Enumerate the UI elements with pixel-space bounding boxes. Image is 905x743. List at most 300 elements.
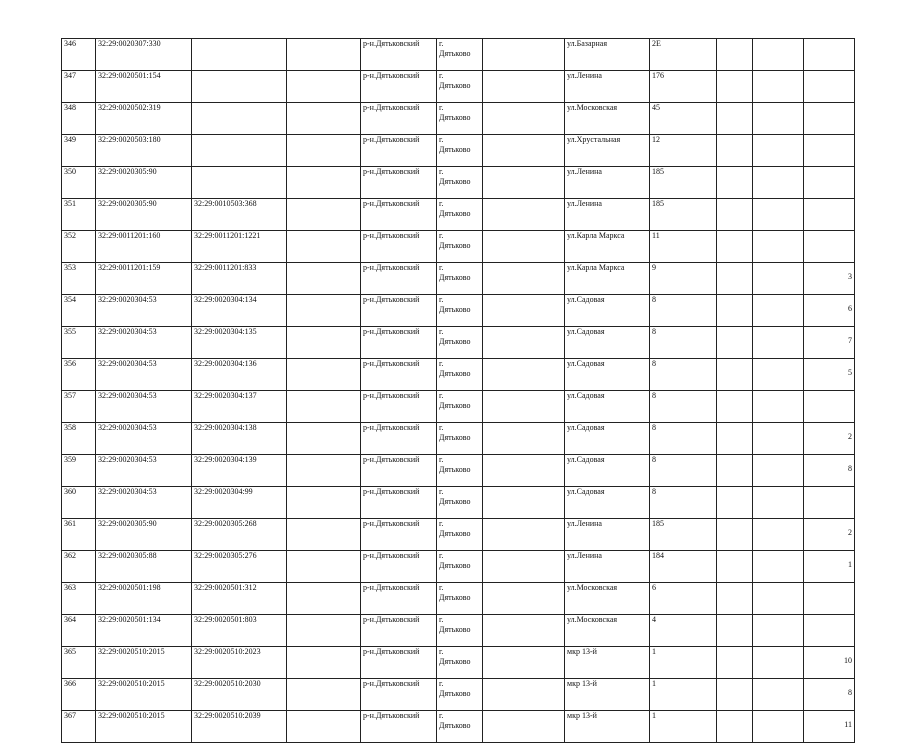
- row-number: 357: [62, 391, 96, 423]
- row-number: 361: [62, 519, 96, 551]
- empty-cell: [753, 711, 804, 743]
- district-cell: р-н.Дятьковский: [361, 711, 437, 743]
- city-prefix: г.: [439, 167, 444, 176]
- city-name: Дятьково: [439, 593, 471, 602]
- house-number-cell: 8: [650, 295, 717, 327]
- house-number-cell: 9: [650, 263, 717, 295]
- table-row: [62, 167, 855, 199]
- empty-cell: [287, 711, 361, 743]
- house-number-cell: 2Е: [650, 39, 717, 71]
- cadastral-number-cell: 32:29:0020304:53: [96, 359, 192, 391]
- street-cell: ул.Ленина: [565, 71, 650, 103]
- row-number: 356: [62, 359, 96, 391]
- district-cell: р-н.Дятьковский: [361, 263, 437, 295]
- street-cell: ул.Садовая: [565, 423, 650, 455]
- apartment-number-cell: 7: [804, 327, 855, 359]
- city-name: Дятьково: [439, 657, 471, 666]
- table-row: [62, 487, 855, 519]
- empty-cell: [483, 391, 565, 423]
- cadastral-number-cell: 32:29:0020510:2015: [96, 679, 192, 711]
- district-cell: р-н.Дятьковский: [361, 679, 437, 711]
- cadastral-number-cell: 32:29:0020501:154: [96, 71, 192, 103]
- empty-cell: [717, 583, 753, 615]
- empty-cell: [717, 551, 753, 583]
- empty-cell: [753, 647, 804, 679]
- linked-cadastral-number-cell: 32:29:0020304:136: [192, 359, 287, 391]
- house-number-cell: 8: [650, 455, 717, 487]
- linked-cadastral-number-cell: 32:29:0020305:268: [192, 519, 287, 551]
- empty-cell: [753, 231, 804, 263]
- apartment-number-cell: 10: [804, 647, 855, 679]
- city-name: Дятьково: [439, 401, 471, 410]
- empty-cell: [483, 583, 565, 615]
- empty-cell: [287, 39, 361, 71]
- cadastral-number-cell: 32:29:0020503:180: [96, 135, 192, 167]
- apartment-number-cell: [804, 391, 855, 423]
- city-cell: [437, 71, 483, 103]
- empty-cell: [753, 135, 804, 167]
- empty-cell: [287, 487, 361, 519]
- city-prefix: г.: [439, 583, 444, 592]
- district-cell: р-н.Дятьковский: [361, 423, 437, 455]
- street-cell: ул.Ленина: [565, 199, 650, 231]
- house-number-cell: 1: [650, 679, 717, 711]
- empty-cell: [483, 103, 565, 135]
- table-row: [62, 327, 855, 359]
- house-number-cell: 8: [650, 423, 717, 455]
- empty-cell: [287, 647, 361, 679]
- empty-cell: [483, 231, 565, 263]
- empty-cell: [483, 359, 565, 391]
- apartment-number-cell: [804, 615, 855, 647]
- empty-cell: [717, 391, 753, 423]
- empty-cell: [753, 615, 804, 647]
- property-registry-table: [61, 38, 855, 743]
- city-prefix: г.: [439, 551, 444, 560]
- city-cell: [437, 487, 483, 519]
- district-cell: р-н.Дятьковский: [361, 359, 437, 391]
- table-row: [62, 391, 855, 423]
- linked-cadastral-number-cell: 32:29:0020501:312: [192, 583, 287, 615]
- apartment-number-cell: 5: [804, 359, 855, 391]
- house-number-cell: 6: [650, 583, 717, 615]
- empty-cell: [483, 551, 565, 583]
- district-cell: р-н.Дятьковский: [361, 551, 437, 583]
- city-name: Дятьково: [439, 497, 471, 506]
- linked-cadastral-number-cell: [192, 135, 287, 167]
- city-prefix: г.: [439, 295, 444, 304]
- row-number: 359: [62, 455, 96, 487]
- table-row: [62, 295, 855, 327]
- table-row: [62, 103, 855, 135]
- cadastral-number-cell: 32:29:0011201:160: [96, 231, 192, 263]
- table-row: [62, 647, 855, 679]
- cadastral-number-cell: 32:29:0020304:53: [96, 455, 192, 487]
- city-cell: [437, 391, 483, 423]
- city-prefix: г.: [439, 327, 444, 336]
- empty-cell: [753, 551, 804, 583]
- district-cell: р-н.Дятьковский: [361, 39, 437, 71]
- district-cell: р-н.Дятьковский: [361, 583, 437, 615]
- street-cell: ул.Садовая: [565, 455, 650, 487]
- row-number: 362: [62, 551, 96, 583]
- empty-cell: [753, 327, 804, 359]
- city-prefix: г.: [439, 263, 444, 272]
- empty-cell: [287, 423, 361, 455]
- empty-cell: [483, 135, 565, 167]
- city-prefix: г.: [439, 391, 444, 400]
- city-cell: [437, 711, 483, 743]
- empty-cell: [483, 199, 565, 231]
- cadastral-number-cell: 32:29:0020304:53: [96, 295, 192, 327]
- linked-cadastral-number-cell: [192, 39, 287, 71]
- table-row: [62, 615, 855, 647]
- street-cell: ул.Московская: [565, 615, 650, 647]
- row-number: 354: [62, 295, 96, 327]
- empty-cell: [287, 103, 361, 135]
- empty-cell: [753, 391, 804, 423]
- cadastral-number-cell: 32:29:0011201:159: [96, 263, 192, 295]
- city-prefix: г.: [439, 615, 444, 624]
- street-cell: ул.Садовая: [565, 487, 650, 519]
- district-cell: р-н.Дятьковский: [361, 135, 437, 167]
- empty-cell: [717, 295, 753, 327]
- city-prefix: г.: [439, 679, 444, 688]
- street-cell: ул.Садовая: [565, 359, 650, 391]
- street-cell: ул.Базарная: [565, 39, 650, 71]
- street-cell: ул.Ленина: [565, 551, 650, 583]
- cadastral-number-cell: 32:29:0020510:2015: [96, 647, 192, 679]
- house-number-cell: 185: [650, 519, 717, 551]
- city-prefix: г.: [439, 423, 444, 432]
- table-row: [62, 679, 855, 711]
- linked-cadastral-number-cell: [192, 103, 287, 135]
- city-prefix: г.: [439, 711, 444, 720]
- empty-cell: [753, 423, 804, 455]
- city-cell: [437, 551, 483, 583]
- city-name: Дятьково: [439, 625, 471, 634]
- empty-cell: [287, 327, 361, 359]
- row-number: 363: [62, 583, 96, 615]
- city-cell: [437, 423, 483, 455]
- empty-cell: [287, 551, 361, 583]
- empty-cell: [483, 615, 565, 647]
- empty-cell: [483, 647, 565, 679]
- empty-cell: [287, 359, 361, 391]
- empty-cell: [483, 327, 565, 359]
- empty-cell: [717, 679, 753, 711]
- empty-cell: [717, 231, 753, 263]
- house-number-cell: 8: [650, 487, 717, 519]
- empty-cell: [753, 519, 804, 551]
- district-cell: р-н.Дятьковский: [361, 615, 437, 647]
- empty-cell: [287, 615, 361, 647]
- city-name: Дятьково: [439, 689, 471, 698]
- row-number: 366: [62, 679, 96, 711]
- city-cell: [437, 199, 483, 231]
- empty-cell: [753, 487, 804, 519]
- empty-cell: [753, 359, 804, 391]
- street-cell: мкр 13-й: [565, 679, 650, 711]
- linked-cadastral-number-cell: 32:29:0020304:137: [192, 391, 287, 423]
- house-number-cell: 45: [650, 103, 717, 135]
- city-cell: [437, 103, 483, 135]
- empty-cell: [287, 455, 361, 487]
- row-number: 347: [62, 71, 96, 103]
- empty-cell: [717, 615, 753, 647]
- city-prefix: г.: [439, 135, 444, 144]
- city-prefix: г.: [439, 199, 444, 208]
- empty-cell: [753, 199, 804, 231]
- street-cell: ул.Московская: [565, 583, 650, 615]
- row-number: 349: [62, 135, 96, 167]
- city-name: Дятьково: [439, 49, 471, 58]
- row-number: 365: [62, 647, 96, 679]
- empty-cell: [287, 135, 361, 167]
- empty-cell: [717, 359, 753, 391]
- empty-cell: [483, 71, 565, 103]
- apartment-number-cell: [804, 71, 855, 103]
- empty-cell: [483, 679, 565, 711]
- district-cell: р-н.Дятьковский: [361, 295, 437, 327]
- cadastral-number-cell: 32:29:0020510:2015: [96, 711, 192, 743]
- apartment-number-cell: 3: [804, 263, 855, 295]
- city-cell: [437, 359, 483, 391]
- table-row: [62, 263, 855, 295]
- district-cell: р-н.Дятьковский: [361, 71, 437, 103]
- city-cell: [437, 295, 483, 327]
- city-name: Дятьково: [439, 529, 471, 538]
- city-name: Дятьково: [439, 273, 471, 282]
- house-number-cell: 1: [650, 711, 717, 743]
- empty-cell: [483, 295, 565, 327]
- empty-cell: [717, 423, 753, 455]
- empty-cell: [717, 71, 753, 103]
- street-cell: ул.Ленина: [565, 167, 650, 199]
- city-cell: [437, 647, 483, 679]
- empty-cell: [717, 487, 753, 519]
- cadastral-number-cell: 32:29:0020307:330: [96, 39, 192, 71]
- linked-cadastral-number-cell: 32:29:0020304:138: [192, 423, 287, 455]
- street-cell: ул.Карла Маркса: [565, 231, 650, 263]
- city-name: Дятьково: [439, 433, 471, 442]
- city-cell: [437, 615, 483, 647]
- house-number-cell: 11: [650, 231, 717, 263]
- district-cell: р-н.Дятьковский: [361, 167, 437, 199]
- house-number-cell: 8: [650, 327, 717, 359]
- street-cell: мкр 13-й: [565, 647, 650, 679]
- row-number: 355: [62, 327, 96, 359]
- empty-cell: [717, 647, 753, 679]
- district-cell: р-н.Дятьковский: [361, 647, 437, 679]
- empty-cell: [717, 39, 753, 71]
- empty-cell: [483, 167, 565, 199]
- empty-cell: [483, 423, 565, 455]
- empty-cell: [717, 711, 753, 743]
- city-name: Дятьково: [439, 81, 471, 90]
- table-row: [62, 231, 855, 263]
- empty-cell: [483, 39, 565, 71]
- cadastral-number-cell: 32:29:0020305:90: [96, 519, 192, 551]
- house-number-cell: 184: [650, 551, 717, 583]
- table-row: [62, 551, 855, 583]
- empty-cell: [753, 583, 804, 615]
- street-cell: мкр 13-й: [565, 711, 650, 743]
- street-cell: ул.Московская: [565, 103, 650, 135]
- city-prefix: г.: [439, 103, 444, 112]
- empty-cell: [287, 679, 361, 711]
- cadastral-number-cell: 32:29:0020304:53: [96, 487, 192, 519]
- city-cell: [437, 679, 483, 711]
- city-cell: [437, 327, 483, 359]
- apartment-number-cell: [804, 135, 855, 167]
- city-name: Дятьково: [439, 561, 471, 570]
- city-name: Дятьково: [439, 113, 471, 122]
- empty-cell: [753, 295, 804, 327]
- cadastral-number-cell: 32:29:0020305:88: [96, 551, 192, 583]
- apartment-number-cell: 11: [804, 711, 855, 743]
- empty-cell: [287, 519, 361, 551]
- house-number-cell: 12: [650, 135, 717, 167]
- cadastral-number-cell: 32:29:0020305:90: [96, 167, 192, 199]
- apartment-number-cell: [804, 583, 855, 615]
- linked-cadastral-number-cell: 32:29:0010503:368: [192, 199, 287, 231]
- district-cell: р-н.Дятьковский: [361, 103, 437, 135]
- row-number: 367: [62, 711, 96, 743]
- empty-cell: [717, 103, 753, 135]
- empty-cell: [717, 263, 753, 295]
- row-number: 360: [62, 487, 96, 519]
- table-row: [62, 711, 855, 743]
- city-cell: [437, 231, 483, 263]
- apartment-number-cell: 2: [804, 423, 855, 455]
- table-row: [62, 455, 855, 487]
- apartment-number-cell: [804, 199, 855, 231]
- city-name: Дятьково: [439, 209, 471, 218]
- empty-cell: [483, 487, 565, 519]
- city-name: Дятьково: [439, 241, 471, 250]
- street-cell: ул.Хрустальная: [565, 135, 650, 167]
- street-cell: ул.Садовая: [565, 391, 650, 423]
- house-number-cell: 185: [650, 167, 717, 199]
- empty-cell: [717, 199, 753, 231]
- apartment-number-cell: [804, 39, 855, 71]
- city-cell: [437, 519, 483, 551]
- row-number: 348: [62, 103, 96, 135]
- city-cell: [437, 167, 483, 199]
- city-cell: [437, 583, 483, 615]
- linked-cadastral-number-cell: 32:29:0020304:135: [192, 327, 287, 359]
- empty-cell: [717, 167, 753, 199]
- street-cell: ул.Садовая: [565, 295, 650, 327]
- row-number: 353: [62, 263, 96, 295]
- linked-cadastral-number-cell: 32:29:0011201:833: [192, 263, 287, 295]
- city-prefix: г.: [439, 519, 444, 528]
- empty-cell: [483, 711, 565, 743]
- house-number-cell: 8: [650, 359, 717, 391]
- cadastral-number-cell: 32:29:0020501:134: [96, 615, 192, 647]
- table-row: [62, 423, 855, 455]
- row-number: 358: [62, 423, 96, 455]
- empty-cell: [287, 583, 361, 615]
- district-cell: р-н.Дятьковский: [361, 455, 437, 487]
- district-cell: р-н.Дятьковский: [361, 327, 437, 359]
- street-cell: ул.Ленина: [565, 519, 650, 551]
- linked-cadastral-number-cell: 32:29:0020305:276: [192, 551, 287, 583]
- apartment-number-cell: [804, 167, 855, 199]
- city-name: Дятьково: [439, 305, 471, 314]
- empty-cell: [287, 167, 361, 199]
- cadastral-number-cell: 32:29:0020501:198: [96, 583, 192, 615]
- apartment-number-cell: 8: [804, 679, 855, 711]
- city-prefix: г.: [439, 487, 444, 496]
- row-number: 352: [62, 231, 96, 263]
- district-cell: р-н.Дятьковский: [361, 487, 437, 519]
- apartment-number-cell: 2: [804, 519, 855, 551]
- apartment-number-cell: [804, 103, 855, 135]
- house-number-cell: 8: [650, 391, 717, 423]
- linked-cadastral-number-cell: 32:29:0020510:2030: [192, 679, 287, 711]
- house-number-cell: 4: [650, 615, 717, 647]
- cadastral-number-cell: 32:29:0020304:53: [96, 391, 192, 423]
- table-row: [62, 39, 855, 71]
- linked-cadastral-number-cell: 32:29:0011201:1221: [192, 231, 287, 263]
- empty-cell: [753, 39, 804, 71]
- linked-cadastral-number-cell: 32:29:0020510:2023: [192, 647, 287, 679]
- city-name: Дятьково: [439, 145, 471, 154]
- linked-cadastral-number-cell: [192, 167, 287, 199]
- linked-cadastral-number-cell: 32:29:0020304:139: [192, 455, 287, 487]
- row-number: 351: [62, 199, 96, 231]
- street-cell: ул.Карла Маркса: [565, 263, 650, 295]
- linked-cadastral-number-cell: 32:29:0020510:2039: [192, 711, 287, 743]
- city-prefix: г.: [439, 359, 444, 368]
- empty-cell: [287, 391, 361, 423]
- district-cell: р-н.Дятьковский: [361, 199, 437, 231]
- city-prefix: г.: [439, 455, 444, 464]
- empty-cell: [483, 455, 565, 487]
- city-cell: [437, 263, 483, 295]
- district-cell: р-н.Дятьковский: [361, 391, 437, 423]
- linked-cadastral-number-cell: 32:29:0020304:134: [192, 295, 287, 327]
- district-cell: р-н.Дятьковский: [361, 519, 437, 551]
- empty-cell: [287, 71, 361, 103]
- table-row: [62, 359, 855, 391]
- empty-cell: [287, 295, 361, 327]
- apartment-number-cell: 1: [804, 551, 855, 583]
- city-cell: [437, 455, 483, 487]
- empty-cell: [753, 71, 804, 103]
- empty-cell: [717, 327, 753, 359]
- cadastral-number-cell: 32:29:0020305:90: [96, 199, 192, 231]
- city-name: Дятьково: [439, 721, 471, 730]
- table-row: [62, 135, 855, 167]
- empty-cell: [753, 455, 804, 487]
- district-cell: р-н.Дятьковский: [361, 231, 437, 263]
- row-number: 346: [62, 39, 96, 71]
- row-number: 364: [62, 615, 96, 647]
- city-prefix: г.: [439, 647, 444, 656]
- empty-cell: [483, 519, 565, 551]
- city-name: Дятьково: [439, 337, 471, 346]
- empty-cell: [287, 231, 361, 263]
- house-number-cell: 1: [650, 647, 717, 679]
- empty-cell: [717, 519, 753, 551]
- city-prefix: г.: [439, 71, 444, 80]
- cadastral-number-cell: 32:29:0020304:53: [96, 423, 192, 455]
- row-number: 350: [62, 167, 96, 199]
- table-row: [62, 199, 855, 231]
